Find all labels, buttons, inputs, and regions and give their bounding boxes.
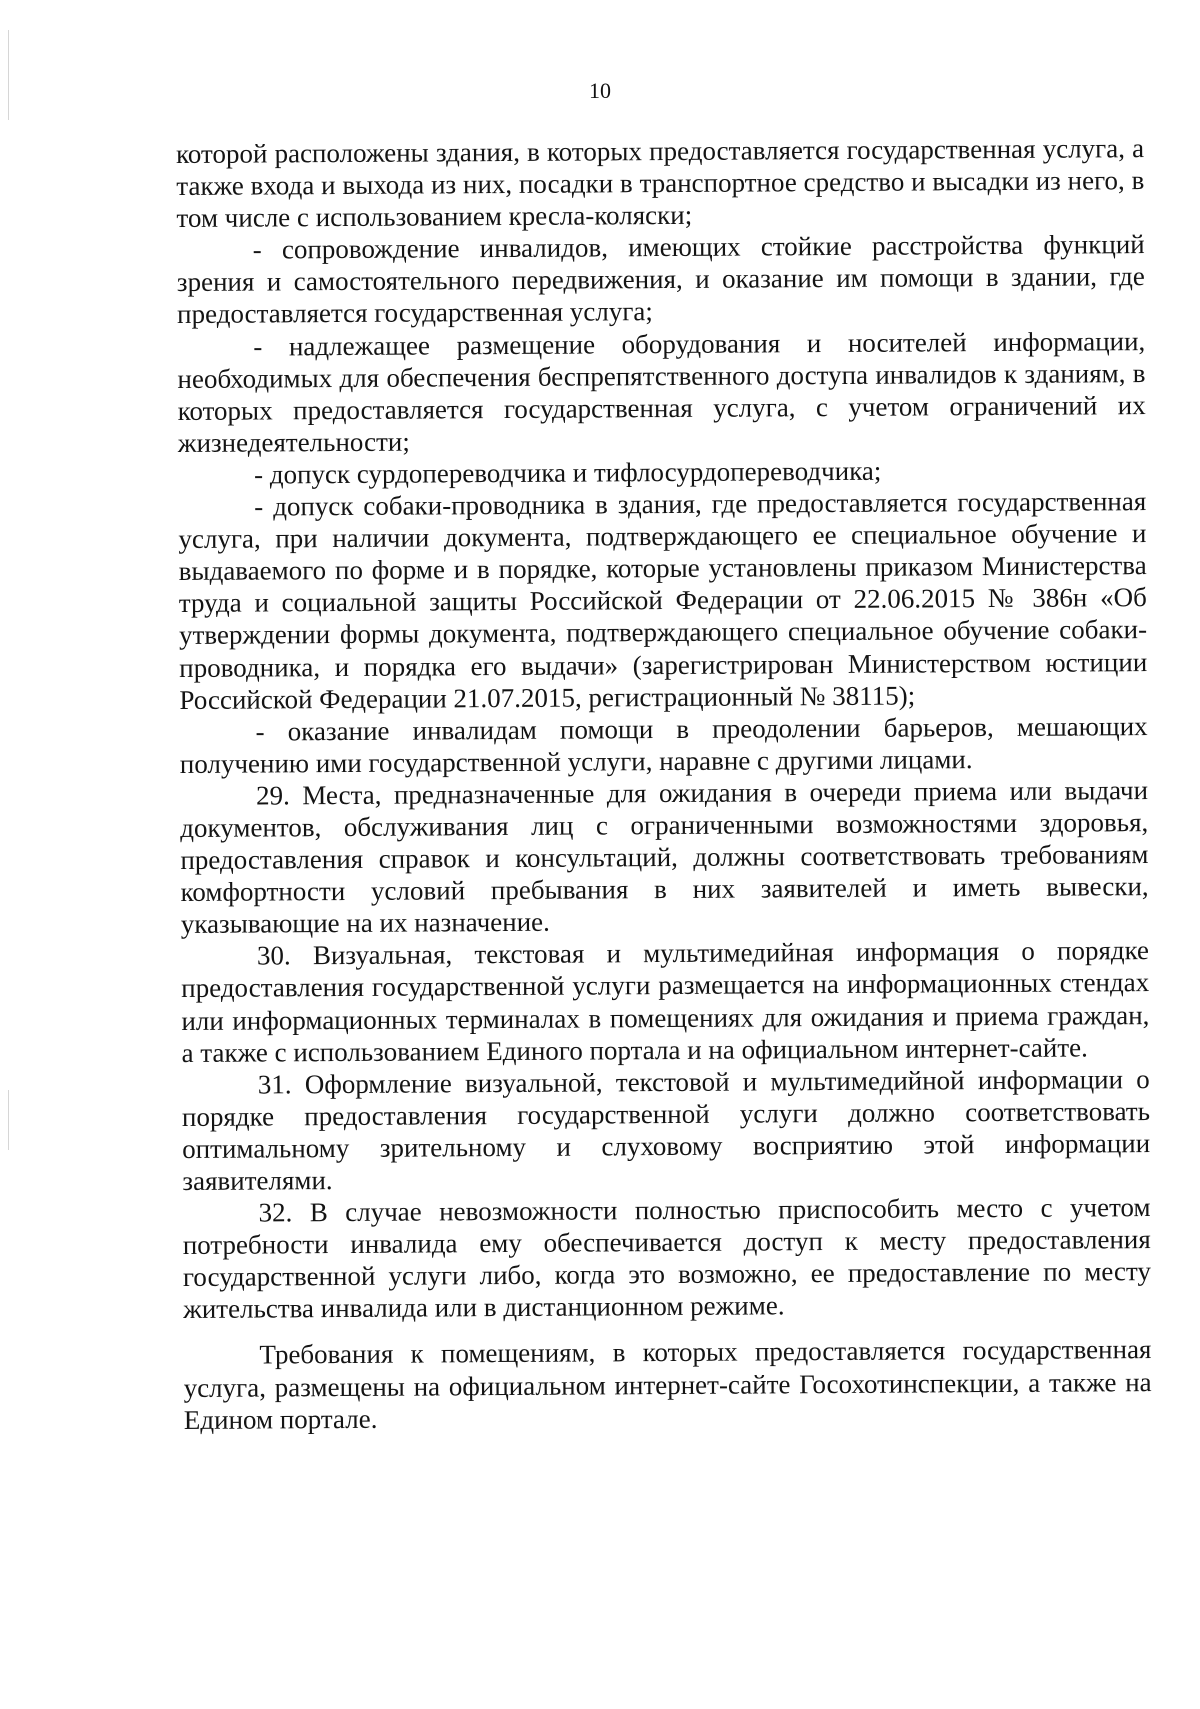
clause-29: 29. Места, предназначенные для ожидания в очереди приема или выдачи документов, обслуживания лиц с ограниченными возможностями здоровья, предоставления справок и консультаций, должны соответствовать требованиям комфортности условий пребывания в них заявителей и иметь вывески, указывающие на их назначение. (180, 774, 1149, 940)
document-body (176, 132, 1152, 1436)
scan-edge-mark (8, 30, 9, 120)
paragraph-continuation: которой расположены здания, в которых предоставляется государственная услуга, а также входа и выхода из них, посадки в транспортное средство и высадки из него, в том числе с использованием кресла-коляски; (176, 133, 1145, 234)
premises-requirements-paragraph: Требования к помещениям, в которых предоставляется государственная услуга, размещены на официальном интернет-сайте Госохотинспекции, а также на Едином портале. (183, 1334, 1152, 1435)
list-item-equipment: - надлежащее размещение оборудования и носителей информации, необходимых для обеспечения беспрепятственного доступа инвалидов к зданиям, в которых предоставляется государственная услуга, с учетом ограничений их жизнедеятельности; (177, 325, 1146, 458)
list-item-escort: - сопровождение инвалидов, имеющих стойкие расстройства функций зрения и самостоятельного передвижения, и оказание им помощи в здании, где предоставляется государственная услуга; (176, 229, 1145, 330)
list-item-sign-interpreter: - допуск сурдопереводчика и тифлосурдопереводчика; (253, 455, 882, 490)
clause-31: 31. Оформление визуальной, текстовой и мультимедийной информации о порядке предоставления государственной услуги должно соответствовать оптимальному зрительному и слуховому восприятию этой информации заявителями. (181, 1063, 1151, 1196)
clause-30: 30. Визуальная, текстовая и мультимедийная информация о порядке предоставления государственной услуги размещается на информационных стендах или информационных терминалах в помещениях для ожидания и приема граждан, а также с использованием Единого портала и на официальном интернет-сайте. (181, 935, 1150, 1068)
clause-32: 32. В случае невозможности полностью приспособить место с учетом потребности инвалида ему обеспечивается доступ к месту предоставления государственной услуги либо, когда это возможно, ее предоставление по месту жительства инвалида или в дистанционном режиме. (182, 1192, 1152, 1325)
scan-edge-mark (8, 1090, 9, 1150)
list-item-barrier-help: - оказание инвалидам помощи в преодолении барьеров, мешающих получению ими государственной услуги, наравне с другими лицами. (179, 710, 1148, 779)
page-number: 10 (589, 78, 611, 103)
list-item-guide-dog: - допуск собаки-проводника в здания, где предоставляется государственная услуга, при наличии документа, подтверждающего ее специальное обучение и выдаваемого по форме и в порядке, которые установлены приказом Министерства труда и социальной защиты Российской Федерации от 22.06.2015 № 386н «Об утверждении формы документа, подтверждающего специальное обучение собаки-проводника, и порядка его выдачи» (зарегистрирован Министерством юстиции Российской Федерации 21.07.2015, регистрационный № 38115); (178, 486, 1148, 715)
